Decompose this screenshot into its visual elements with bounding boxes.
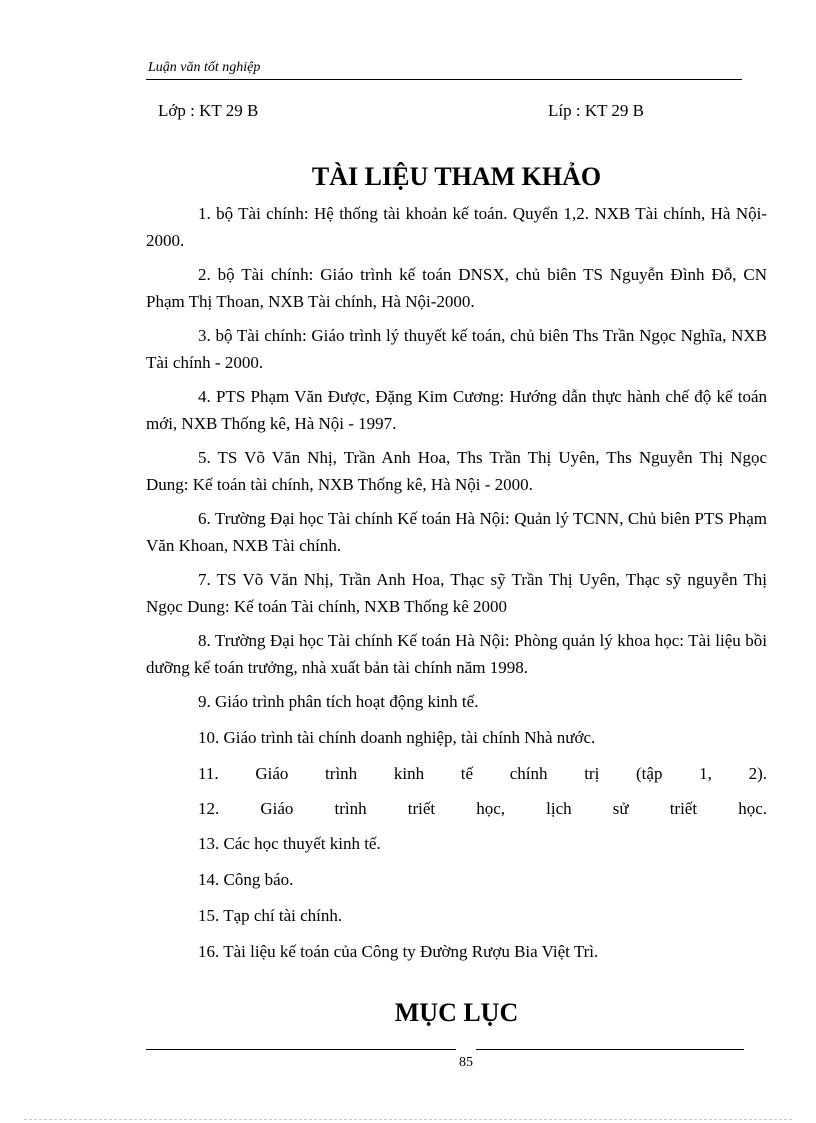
reference-item: 6. Trường Đại học Tài chính Kế toán Hà Nội: Quản lý TCNN, Chủ biên PTS Phạm Văn Khoan, NXB Tài chính. bbox=[146, 509, 767, 555]
footer-rule-right bbox=[476, 1049, 744, 1050]
reference-item: 13. Các học thuyết kinh tế. bbox=[198, 834, 381, 853]
page-boundary bbox=[24, 1119, 792, 1120]
reference-item: 10. Giáo trình tài chính doanh nghiệp, tài chính Nhà nước. bbox=[198, 728, 596, 747]
reference-item: 3. bộ Tài chính: Giáo trình lý thuyết kế toán, chủ biên Ths Trần Ngọc Nghĩa, NXB Tài chính - 2000. bbox=[146, 326, 767, 372]
footer-rule-left bbox=[146, 1049, 456, 1050]
running-header: Luận văn tốt nghiệp bbox=[148, 60, 261, 75]
reference-item: 9. Giáo trình phân tích hoạt động kinh tế. bbox=[198, 692, 479, 711]
reference-item: 4. PTS Phạm Văn Được, Đặng Kim Cương: Hướng dẫn thực hành chế độ kế toán mới, NXB Thống kê, Hà Nội - 1997. bbox=[146, 387, 767, 433]
references-list bbox=[146, 200, 767, 974]
reference-item: 12. Giáo trình triết học, lịch sử triết học. bbox=[198, 799, 767, 818]
references-title: TÀI LIỆU THAM KHẢO bbox=[311, 162, 602, 191]
reference-item: 15. Tạp chí tài chính. bbox=[198, 906, 343, 925]
reference-item: 5. TS Võ Văn Nhị, Trần Anh Hoa, Ths Trần Thị Uyên, Ths Nguyễn Thị Ngọc Dung: Kế toán tài chính, NXB Thống kê, Hà Nội - 2000. bbox=[146, 448, 767, 494]
reference-item: 14. Công báo. bbox=[198, 870, 294, 889]
class-label-right: Líp : KT 29 B bbox=[548, 101, 645, 120]
reference-item: 1. bộ Tài chính: Hệ thống tài khoản kế toán. Quyển 1,2. NXB Tài chính, Hà Nội-2000. bbox=[146, 204, 767, 250]
toc-title: MỤC LỤC bbox=[394, 998, 519, 1027]
header-rule bbox=[146, 79, 742, 80]
reference-item: 16. Tài liệu kế toán của Công ty Đường Rượu Bia Việt Trì. bbox=[198, 942, 599, 961]
reference-item: 7. TS Võ Văn Nhị, Trần Anh Hoa, Thạc sỹ Trần Thị Uyên, Thạc sỹ nguyễn Thị Ngọc Dung: Kế toán Tài chính, NXB Thống kê 2000 bbox=[146, 570, 767, 616]
class-label-left: Lớp : KT 29 B bbox=[158, 101, 259, 120]
reference-item: 2. bộ Tài chính: Giáo trình kế toán DNSX, chủ biên TS Nguyễn Đình Đỗ, CN Phạm Thị Thoan, NXB Tài chính, Hà Nội-2000. bbox=[146, 265, 767, 311]
reference-item: 11. Giáo trình kinh tế chính trị (tập 1, 2). bbox=[198, 764, 767, 783]
reference-item: 8. Trường Đại học Tài chính Kế toán Hà Nội: Phòng quản lý khoa học: Tài liệu bồi dưỡng kế toán trưởng, nhà xuất bản tài chính năm 1998. bbox=[146, 631, 767, 677]
page-number: 85 bbox=[459, 1055, 473, 1070]
